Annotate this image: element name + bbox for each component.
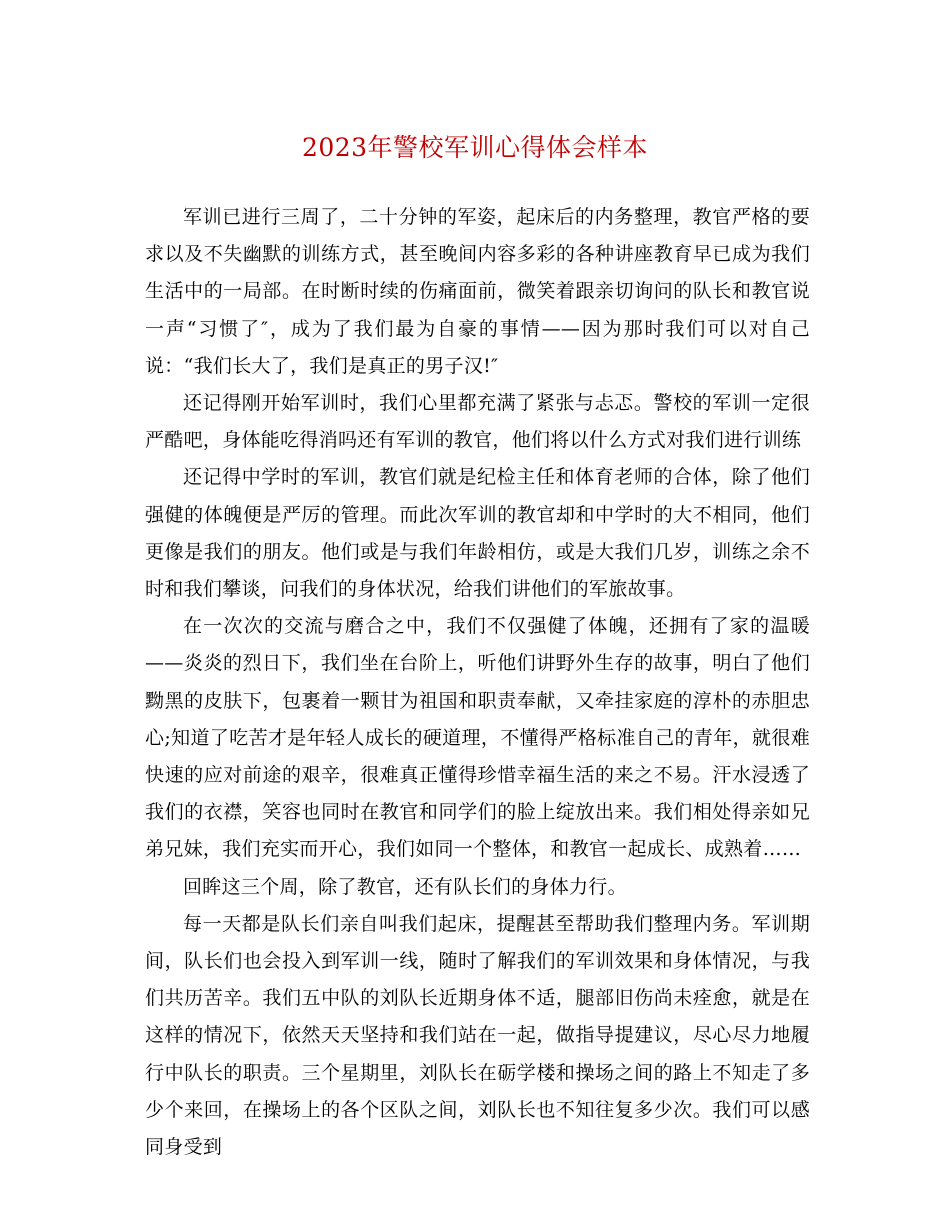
paragraph: 军训已进行三周了，二十分钟的军姿，起床后的内务整理，教官严格的要求以及不失幽默的训练方式，甚至晚间内容多彩的各种讲座教育早已成为我们生活中的一局部。在时断时续的伤痛面前，微笑着跟亲切询问的队长和教官说一声“习惯了″，成为了我们最为自豪的事情——因为那时我们可以对自己说：“我们长大了，我们是真正的男子汉!″ bbox=[145, 206, 810, 377]
page-title: 2023年警校军训心得体会样本 bbox=[301, 133, 649, 162]
paragraph: 每一天都是队长们亲自叫我们起床，提醒甚至帮助我们整理内务。军训期间，队长们也会投入到军训一线，随时了解我们的军训效果和身体情况，与我们共历苦辛。我们五中队的刘队长近期身体不适，腿部旧伤尚未痊愈，就是在这样的情况下，依然天天坚持和我们站在一起，做指导提建议，尽心尽力地履行中队长的职责。三个星期里，刘队长在砺学楼和操场之间的路上不知走了多少个来回，在操场上的各个区队之间，刘队长也不知往复多少次。我们可以感同身受到 bbox=[145, 912, 810, 1159]
paragraph: 还记得刚开始军训时，我们心里都充满了紧张与忐忑。警校的军训一定很严酷吧，身体能吃得消吗还有军训的教官，他们将以什么方式对我们进行训练 bbox=[145, 392, 810, 452]
paragraph: 回眸这三个周，除了教官，还有队长们的身体力行。 bbox=[183, 875, 627, 898]
paragraph: 在一次次的交流与磨合之中，我们不仅强健了体魄，还拥有了家的温暖——炎炎的烈日下，我们坐在台阶上，听他们讲野外生存的故事，明白了他们黝黑的皮肤下，包裹着一颗甘为祖国和职责奉献，又牵挂家庭的淳朴的赤胆忠心;知道了吃苦才是年轻人成长的硬道理，不懂得严格标准自己的青年，就很难快速的应对前途的艰辛，很难真正懂得珍惜幸福生活的来之不易。汗水浸透了我们的衣襟，笑容也同时在教官和同学们的脸上绽放出来。我们相处得亲如兄弟兄妹，我们充实而开心，我们如同一个整体，和教官一起成长、成熟着…… bbox=[145, 615, 810, 861]
paragraph: 还记得中学时的军训，教官们就是纪检主任和体育老师的合体，除了他们强健的体魄便是严厉的管理。而此次军训的教官却和中学时的大不相同，他们更像是我们的朋友。他们或是与我们年龄相仿，或是大我们几岁，训练之余不时和我们攀谈，问我们的身体状况，给我们讲他们的军旅故事。 bbox=[145, 466, 810, 601]
document-body bbox=[145, 199, 810, 1166]
